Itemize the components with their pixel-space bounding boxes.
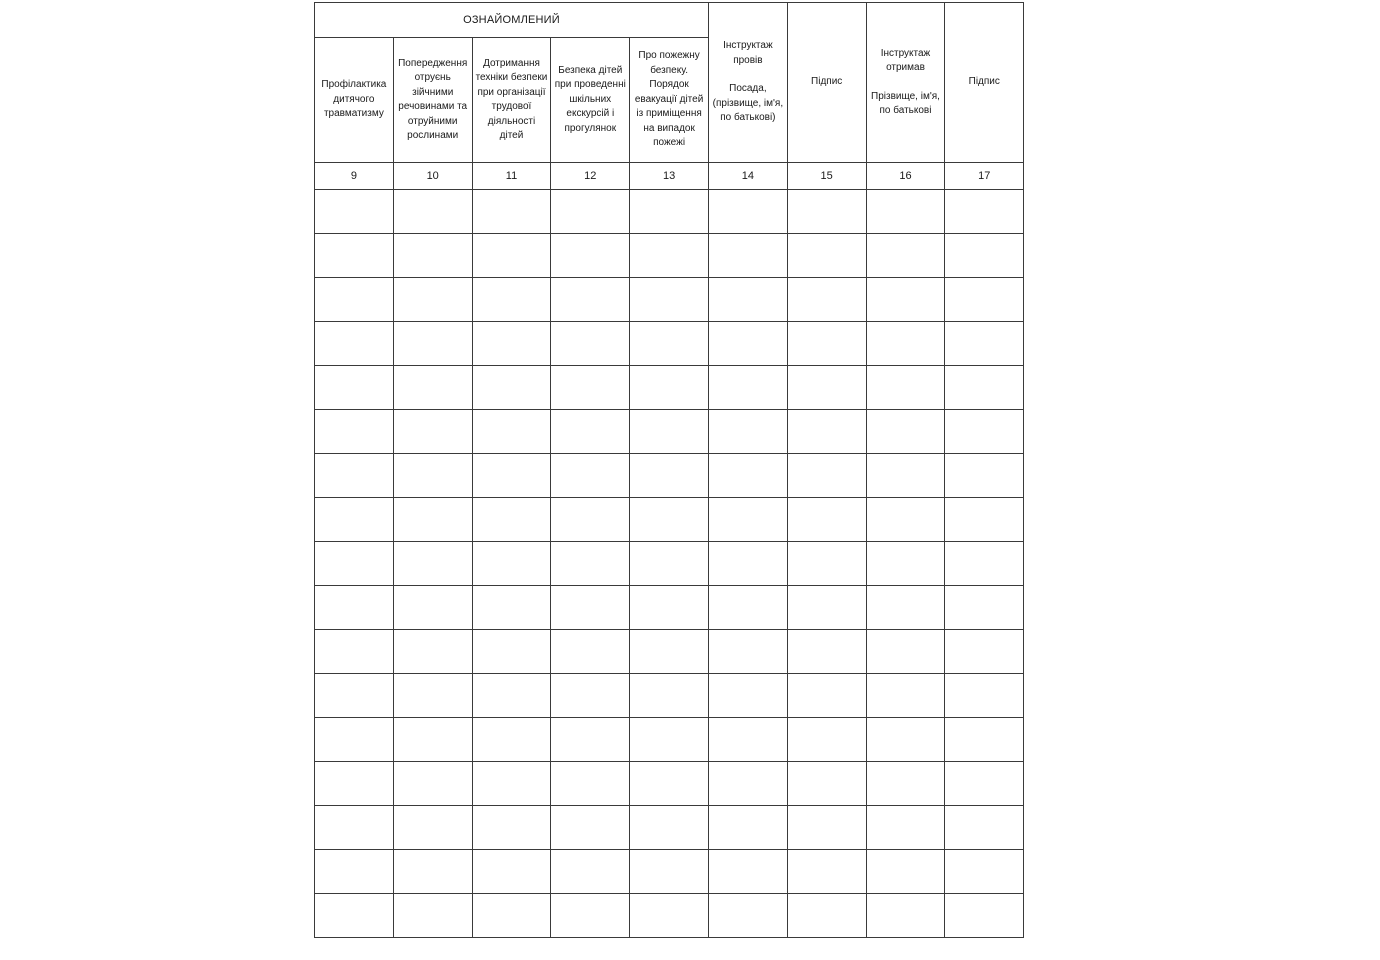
table-cell [551, 234, 630, 278]
table-cell [630, 454, 709, 498]
header-fire-safety: Про пожежну безпеку. Порядок евакуації дітей із приміщення на випадок пожежі [630, 38, 709, 163]
table-cell [393, 762, 472, 806]
header-excursion-safety: Безпека дітей при проведенні шкільних екскурсій і прогулянок [551, 38, 630, 163]
table-cell [945, 322, 1024, 366]
table-cell [315, 322, 394, 366]
table-cell [787, 718, 866, 762]
table-cell [945, 850, 1024, 894]
table-cell [866, 894, 945, 938]
table-cell [708, 410, 787, 454]
table-cell [472, 190, 551, 234]
table-cell [472, 850, 551, 894]
table-cell [551, 806, 630, 850]
table-cell [787, 190, 866, 234]
table-cell [315, 718, 394, 762]
table-cell [630, 322, 709, 366]
table-cell [945, 674, 1024, 718]
table-cell [315, 806, 394, 850]
table-cell [787, 542, 866, 586]
table-cell [630, 410, 709, 454]
table-cell [315, 190, 394, 234]
table-cell [630, 630, 709, 674]
table-cell [393, 234, 472, 278]
table-cell [393, 850, 472, 894]
table-cell [708, 762, 787, 806]
header-instructor [708, 3, 787, 163]
table-cell [551, 322, 630, 366]
table-cell [787, 630, 866, 674]
table-cell [393, 542, 472, 586]
column-number: 15 [787, 163, 866, 190]
column-number: 10 [393, 163, 472, 190]
table-cell [630, 542, 709, 586]
table-cell [866, 234, 945, 278]
table-cell [708, 234, 787, 278]
table-cell [393, 366, 472, 410]
table-cell [551, 674, 630, 718]
table-cell [866, 806, 945, 850]
table-cell [708, 674, 787, 718]
column-number: 9 [315, 163, 394, 190]
table-cell [866, 850, 945, 894]
table-cell [472, 498, 551, 542]
table-cell [551, 850, 630, 894]
table-cell [393, 322, 472, 366]
header-recipient-subtitle: Прізвище, ім'я, по батькові [871, 90, 940, 116]
table-cell [866, 630, 945, 674]
header-instructor-subtitle: Посада, (прізвище, ім'я, по батькові) [712, 83, 784, 124]
table-cell [945, 762, 1024, 806]
column-number: 14 [708, 163, 787, 190]
table-cell [630, 850, 709, 894]
table-cell [787, 410, 866, 454]
table-cell [551, 542, 630, 586]
header-instructor-title: Інструктаж провів [723, 40, 773, 66]
table-cell [551, 762, 630, 806]
table-cell [708, 718, 787, 762]
table-cell [787, 806, 866, 850]
table-cell [551, 410, 630, 454]
table-cell [708, 366, 787, 410]
table-cell [708, 542, 787, 586]
table-cell [630, 806, 709, 850]
table-cell [315, 630, 394, 674]
table-cell [472, 366, 551, 410]
table-cell [315, 498, 394, 542]
table-cell [393, 586, 472, 630]
table-cell [393, 498, 472, 542]
table-cell [315, 674, 394, 718]
table-row [315, 410, 1024, 454]
table-cell [945, 894, 1024, 938]
table-cell [866, 322, 945, 366]
table-cell [472, 454, 551, 498]
table-row [315, 454, 1024, 498]
table-cell [630, 498, 709, 542]
table-cell [945, 410, 1024, 454]
table-cell [393, 674, 472, 718]
instruction-journal-table [314, 2, 1024, 938]
table-cell [630, 762, 709, 806]
table-cell [630, 894, 709, 938]
column-number: 17 [945, 163, 1024, 190]
table-cell [787, 850, 866, 894]
table-cell [866, 190, 945, 234]
table-row [315, 630, 1024, 674]
table-cell [787, 762, 866, 806]
table-row [315, 586, 1024, 630]
table-cell [787, 322, 866, 366]
table-cell [708, 850, 787, 894]
table-cell [787, 498, 866, 542]
table-cell [866, 674, 945, 718]
table-row [315, 322, 1024, 366]
table-cell [708, 498, 787, 542]
table-cell [472, 410, 551, 454]
journal-sheet [314, 2, 1024, 938]
table-cell [630, 674, 709, 718]
table-cell [630, 234, 709, 278]
table-cell [393, 410, 472, 454]
header-recipient-title: Інструктаж отримав [880, 47, 931, 73]
table-cell [315, 542, 394, 586]
journal-body [315, 190, 1024, 938]
table-cell [472, 674, 551, 718]
table-cell [551, 630, 630, 674]
table-cell [866, 366, 945, 410]
column-number: 11 [472, 163, 551, 190]
column-number: 16 [866, 163, 945, 190]
table-cell [945, 630, 1024, 674]
table-row [315, 850, 1024, 894]
table-cell [630, 718, 709, 762]
table-cell [315, 850, 394, 894]
table-cell [866, 542, 945, 586]
table-cell [866, 278, 945, 322]
table-cell [945, 498, 1024, 542]
table-cell [945, 806, 1024, 850]
table-cell [708, 190, 787, 234]
table-cell [551, 498, 630, 542]
table-cell [945, 454, 1024, 498]
table-cell [472, 762, 551, 806]
table-row [315, 718, 1024, 762]
table-cell [866, 454, 945, 498]
table-cell [472, 234, 551, 278]
header-injury-prevention: Профілактика дитячого травматизму [315, 38, 394, 163]
table-row [315, 190, 1024, 234]
group-header-acquainted: ОЗНАЙОМЛЕНИЙ [315, 3, 709, 38]
table-cell [315, 454, 394, 498]
table-cell [551, 278, 630, 322]
table-cell [551, 894, 630, 938]
table-cell [393, 806, 472, 850]
column-number-row [315, 163, 1024, 190]
table-cell [945, 718, 1024, 762]
table-cell [945, 190, 1024, 234]
table-cell [787, 894, 866, 938]
header-signature-instructor: Підпис [787, 3, 866, 163]
table-cell [551, 586, 630, 630]
table-cell [393, 190, 472, 234]
table-cell [393, 894, 472, 938]
table-cell [945, 542, 1024, 586]
table-row [315, 234, 1024, 278]
table-row [315, 366, 1024, 410]
table-cell [630, 366, 709, 410]
table-row [315, 762, 1024, 806]
table-cell [787, 278, 866, 322]
table-cell [472, 278, 551, 322]
table-cell [393, 278, 472, 322]
table-cell [315, 762, 394, 806]
table-cell [708, 586, 787, 630]
table-cell [472, 542, 551, 586]
table-cell [472, 586, 551, 630]
table-row [315, 894, 1024, 938]
table-cell [393, 454, 472, 498]
table-cell [472, 322, 551, 366]
header-poisoning-prevention: Попередження отруєнь зійчними речовинами та отруйними рослинами [393, 38, 472, 163]
table-cell [551, 190, 630, 234]
table-cell [708, 806, 787, 850]
table-cell [945, 234, 1024, 278]
table-cell [315, 366, 394, 410]
table-cell [551, 718, 630, 762]
table-row [315, 498, 1024, 542]
table-cell [866, 762, 945, 806]
table-cell [315, 234, 394, 278]
table-cell [472, 718, 551, 762]
table-cell [551, 366, 630, 410]
table-cell [472, 806, 551, 850]
table-cell [787, 234, 866, 278]
table-cell [630, 278, 709, 322]
table-cell [708, 894, 787, 938]
table-cell [945, 366, 1024, 410]
column-number: 12 [551, 163, 630, 190]
table-cell [787, 674, 866, 718]
table-cell [708, 630, 787, 674]
header-recipient [866, 3, 945, 163]
table-cell [866, 718, 945, 762]
table-cell [630, 190, 709, 234]
table-cell [551, 454, 630, 498]
header-row-top [315, 3, 1024, 38]
table-cell [866, 410, 945, 454]
table-cell [315, 410, 394, 454]
column-number: 13 [630, 163, 709, 190]
table-cell [866, 586, 945, 630]
table-row [315, 278, 1024, 322]
table-row [315, 542, 1024, 586]
table-row [315, 806, 1024, 850]
table-cell [708, 454, 787, 498]
table-cell [866, 498, 945, 542]
table-cell [315, 586, 394, 630]
table-cell [708, 322, 787, 366]
table-cell [708, 278, 787, 322]
table-cell [393, 718, 472, 762]
table-cell [945, 278, 1024, 322]
table-cell [315, 278, 394, 322]
table-cell [472, 630, 551, 674]
table-cell [393, 630, 472, 674]
table-cell [787, 366, 866, 410]
table-cell [315, 894, 394, 938]
header-labor-safety: Дотримання техніки безпеки при організації трудової діяльності дітей [472, 38, 551, 163]
table-cell [787, 586, 866, 630]
table-row [315, 674, 1024, 718]
table-cell [787, 454, 866, 498]
header-signature-recipient: Підпис [945, 3, 1024, 163]
table-cell [630, 586, 709, 630]
table-cell [945, 586, 1024, 630]
table-cell [472, 894, 551, 938]
